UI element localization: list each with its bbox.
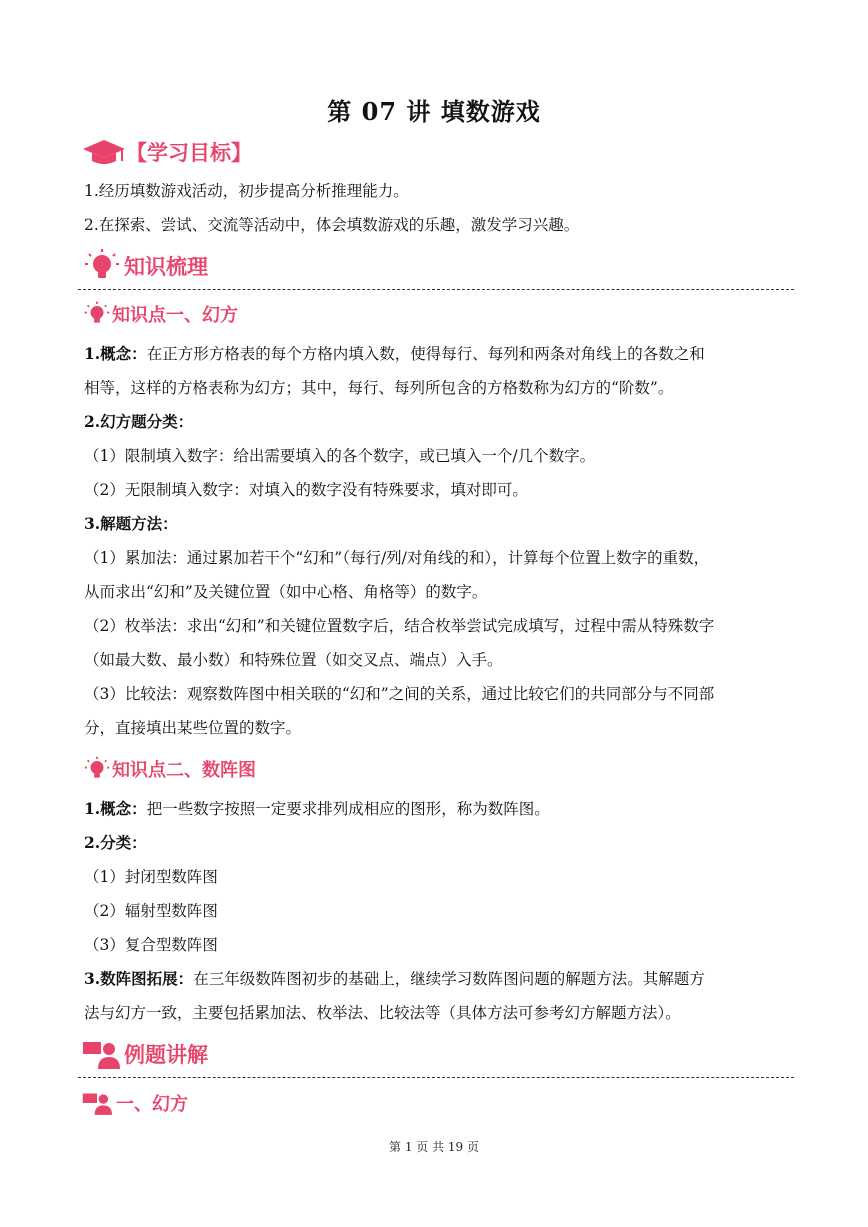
method-label: 3.解题方法： — [84, 514, 178, 533]
method-item: （1）累加法：通过累加若干个“幻和”（每行/列/对角线的和），计算每个位置上数字的重数， — [84, 549, 710, 567]
point2-content — [84, 792, 790, 1030]
concept-line: 1.概念：把一些数字按照一定要求排列成相应的图形，称为数阵图。 — [84, 799, 550, 818]
classify-item: （1）封闭型数阵图 — [84, 868, 218, 886]
point1-heading-text: 知识点一、幻方 — [112, 305, 238, 326]
goal-item: 1.经历填数游戏活动，初步提高分析推理能力。 — [84, 182, 409, 200]
concept-line: 1.概念：在正方形方格表的每个方格内填入数，使得每行、每列和两条对角线上的各数之和 — [84, 344, 705, 363]
lightbulb-icon — [84, 301, 110, 327]
classify-label: 2.幻方题分类： — [84, 412, 194, 431]
lightbulb-icon — [84, 756, 110, 782]
page-title: 第 07 讲 填数游戏 — [327, 97, 541, 126]
method-item: （3）比较法：观察数阵图中相关联的“幻和”之间的关系，通过比较它们的共同部分与不同部 — [84, 685, 715, 703]
dashed-divider — [78, 289, 794, 290]
method-item: 从而求出“幻和”及关键位置（如中心格、角格等）的数字。 — [84, 583, 488, 601]
teacher-icon — [82, 1091, 112, 1115]
knowledge-heading-text: 知识梳理 — [124, 255, 208, 279]
lightbulb-icon — [84, 248, 120, 284]
teacher-icon — [82, 1039, 120, 1069]
expand-line: 3.数阵图拓展：在三年级数阵图初步的基础上，继续学习数阵图问题的解题方法。其解题方 — [84, 969, 705, 988]
classify-item: （2）无限制填入数字：对填入的数字没有特殊要求，填对即可。 — [84, 481, 528, 499]
goal-item: 2.在探索、尝试、交流等活动中，体会填数游戏的乐趣，激发学习兴趣。 — [84, 216, 580, 234]
goals-heading — [82, 136, 252, 168]
goals-list — [84, 174, 790, 242]
method-item: （2）枚举法：求出“幻和”和关键位置数字后，结合枚举尝试完成填写，过程中需从特殊数字 — [84, 617, 715, 635]
classify-label: 2.分类： — [84, 833, 147, 852]
classify-item: （3）复合型数阵图 — [84, 936, 218, 954]
concept-line: 相等，这样的方格表称为幻方；其中，每行、每列所包含的方格数称为幻方的“阶数”。 — [84, 379, 674, 397]
method-item: 分，直接填出某些位置的数字。 — [84, 719, 302, 737]
graduation-cap-icon — [82, 137, 126, 167]
goals-heading-text: 【学习目标】 — [126, 141, 252, 165]
classify-item: （2）辐射型数阵图 — [84, 902, 218, 920]
expand-line: 法与幻方一致，主要包括累加法、枚举法、比较法等（具体方法可参考幻方解题方法）。 — [84, 1004, 681, 1022]
classify-item: （1）限制填入数字：给出需要填入的各个数字，或已填入一个/几个数字。 — [84, 447, 596, 465]
knowledge-heading — [84, 248, 208, 284]
examples-heading — [82, 1038, 208, 1070]
example-sub-heading — [82, 1089, 188, 1117]
point1-heading — [84, 300, 238, 328]
example-sub-heading-text: 一、幻方 — [116, 1094, 188, 1115]
page-footer: 第 1 页 共 19 页 — [389, 1140, 479, 1154]
point2-heading-text: 知识点二、数阵图 — [112, 760, 256, 781]
point2-heading — [84, 755, 256, 783]
examples-heading-text: 例题讲解 — [124, 1043, 208, 1067]
point1-content — [84, 337, 790, 745]
method-item: （如最大数、最小数）和特殊位置（如交叉点、端点）入手。 — [84, 651, 503, 669]
dashed-divider — [78, 1077, 794, 1078]
